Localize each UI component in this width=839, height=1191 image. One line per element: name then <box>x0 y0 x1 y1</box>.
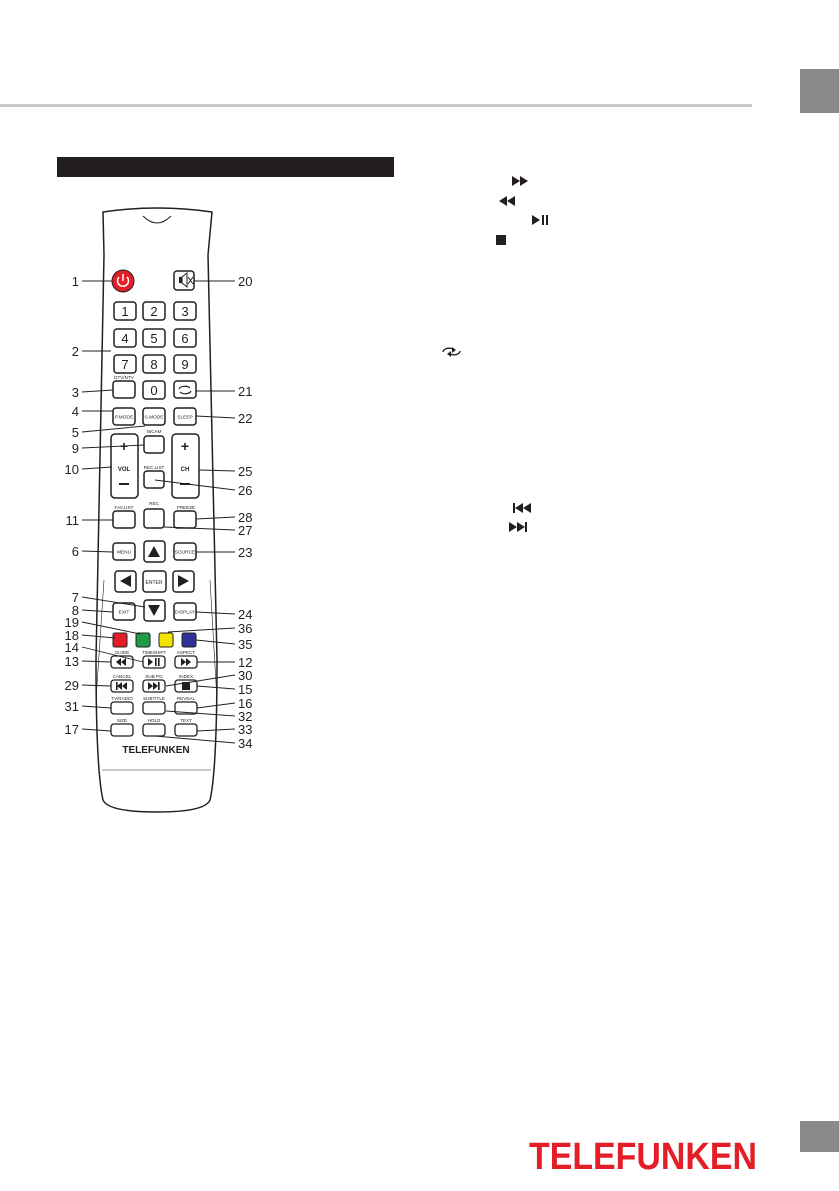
callout-33: 33 <box>238 722 253 737</box>
callout-31: 31 <box>64 699 79 714</box>
svg-text:+: + <box>119 438 129 454</box>
svg-text:4: 4 <box>121 331 129 346</box>
svg-text:5: 5 <box>150 331 158 346</box>
mute-button <box>174 271 194 290</box>
callout-7: 7 <box>71 590 79 605</box>
callout-5: 5 <box>71 425 79 440</box>
callout-36: 36 <box>238 621 253 636</box>
svg-text:P.MODE: P.MODE <box>114 415 134 421</box>
digit-key-3 <box>174 302 196 320</box>
callout-20: 20 <box>238 274 253 289</box>
reveal-label: REVEAL <box>176 696 196 701</box>
callout-4: 4 <box>71 404 79 419</box>
freeze-label: FREEZE <box>176 505 196 510</box>
digit-key-9 <box>174 355 196 373</box>
color-key-4 <box>182 633 196 647</box>
rec-list-button <box>144 471 164 488</box>
callout-11: 11 <box>65 513 79 528</box>
svg-text:S.MODE: S.MODE <box>144 415 164 421</box>
guide-label: GUIDE <box>114 650 130 655</box>
footer-logo-text: TELEFUNKEN <box>529 1136 757 1175</box>
page-number-tab <box>800 1121 839 1152</box>
callout-19: 19 <box>64 615 79 630</box>
s-mode-button <box>143 408 165 425</box>
callout-27: 27 <box>238 523 253 538</box>
svg-text:SOURCE: SOURCE <box>174 550 196 556</box>
vol-label: VOL <box>117 467 131 473</box>
subtitle-label: SUBTITLE <box>143 696 165 701</box>
cancel-label: CANCEL <box>112 674 132 679</box>
callout-18: 18 <box>64 628 79 643</box>
hold-label: HOLD <box>147 718 161 723</box>
timeshift-label: TIMESHIFT <box>141 650 167 655</box>
fav-list-label: FAV.LIST <box>114 505 134 510</box>
digit-key-0 <box>143 381 165 399</box>
callout-23: 23 <box>238 545 253 560</box>
size-label: SIZE <box>116 718 128 723</box>
telefunken-logo <box>527 1133 759 1175</box>
display-button <box>174 603 196 620</box>
callout-8: 8 <box>71 603 79 618</box>
callout-10: 10 <box>64 462 79 477</box>
callout-13: 13 <box>64 654 79 669</box>
color-key-1 <box>113 633 127 647</box>
digit-key-1 <box>114 302 136 320</box>
dtv-ntv-button <box>113 381 135 398</box>
callout-6: 6 <box>71 544 79 559</box>
nicam-label: NICAM <box>146 429 162 434</box>
callout-16: 16 <box>238 696 253 711</box>
power-button <box>112 270 134 292</box>
callout-34: 34 <box>238 736 253 751</box>
digit-key-7 <box>114 355 136 373</box>
remote-brand: TELEFUNKEN <box>122 745 190 756</box>
callout-21: 21 <box>238 384 253 399</box>
nicam-button <box>144 436 164 453</box>
sub-pg-label: SUB PG <box>145 674 163 679</box>
fav-list-button <box>113 511 135 528</box>
callout-9: 9 <box>71 441 79 456</box>
callout-22: 22 <box>238 411 253 426</box>
rec-label: REC <box>149 501 159 506</box>
color-key-2 <box>136 633 150 647</box>
svg-text:SLEEP: SLEEP <box>177 415 193 421</box>
aspect-label: ASPECT <box>176 650 196 655</box>
p-mode-button <box>113 408 135 425</box>
callout-15: 15 <box>238 682 253 697</box>
rec-list-label: REC.LIST <box>143 465 165 470</box>
callout-32: 32 <box>238 709 253 724</box>
callout-3: 3 <box>71 385 79 400</box>
channel-rocker <box>172 434 199 498</box>
callout-26: 26 <box>238 483 253 498</box>
source-button <box>174 543 196 560</box>
digit-key-6 <box>174 329 196 347</box>
digit-key-2 <box>143 302 165 320</box>
menu-button <box>113 543 135 560</box>
svg-text:MENU: MENU <box>116 550 132 556</box>
svg-text:+: + <box>180 438 190 454</box>
freeze-button <box>174 511 196 528</box>
callout-28: 28 <box>238 510 253 525</box>
callout-1: 1 <box>71 274 79 289</box>
svg-text:9: 9 <box>181 357 189 372</box>
callout-35: 35 <box>238 637 253 652</box>
callout-14: 14 <box>64 640 79 655</box>
index-label: INDEX <box>178 674 194 679</box>
svg-text:1: 1 <box>121 304 129 319</box>
callout-17: 17 <box>64 722 79 737</box>
svg-text:6: 6 <box>181 331 189 346</box>
callout-25: 25 <box>238 464 253 479</box>
svg-text:0: 0 <box>150 383 158 398</box>
svg-text:8: 8 <box>150 357 158 372</box>
exit-button <box>113 603 135 620</box>
sleep-button <box>174 408 196 425</box>
dtv-ntv-label: DTV/NTV <box>114 375 134 380</box>
digit-key-8 <box>143 355 165 373</box>
rec-button <box>144 509 164 528</box>
color-key-3 <box>159 633 173 647</box>
volume-rocker <box>111 434 138 498</box>
callout-30: 30 <box>238 668 253 683</box>
digit-key-4 <box>114 329 136 347</box>
svg-text:3: 3 <box>181 304 189 319</box>
callout-24: 24 <box>238 607 253 622</box>
digit-key-5 <box>143 329 165 347</box>
callout-12: 12 <box>238 655 253 670</box>
tv-radio-label: TV/RADIO <box>111 696 133 701</box>
ch-label: CH <box>180 467 190 473</box>
svg-text:2: 2 <box>150 304 158 319</box>
svg-text:7: 7 <box>121 357 129 372</box>
callout-2: 2 <box>71 344 79 359</box>
callout-29: 29 <box>64 678 79 693</box>
text-label: TEXT <box>180 718 192 723</box>
return-button <box>174 381 196 398</box>
enter-label: ENTER <box>145 580 163 586</box>
svg-text:DISPLAY: DISPLAY <box>175 610 195 616</box>
svg-text:EXIT: EXIT <box>118 610 130 616</box>
